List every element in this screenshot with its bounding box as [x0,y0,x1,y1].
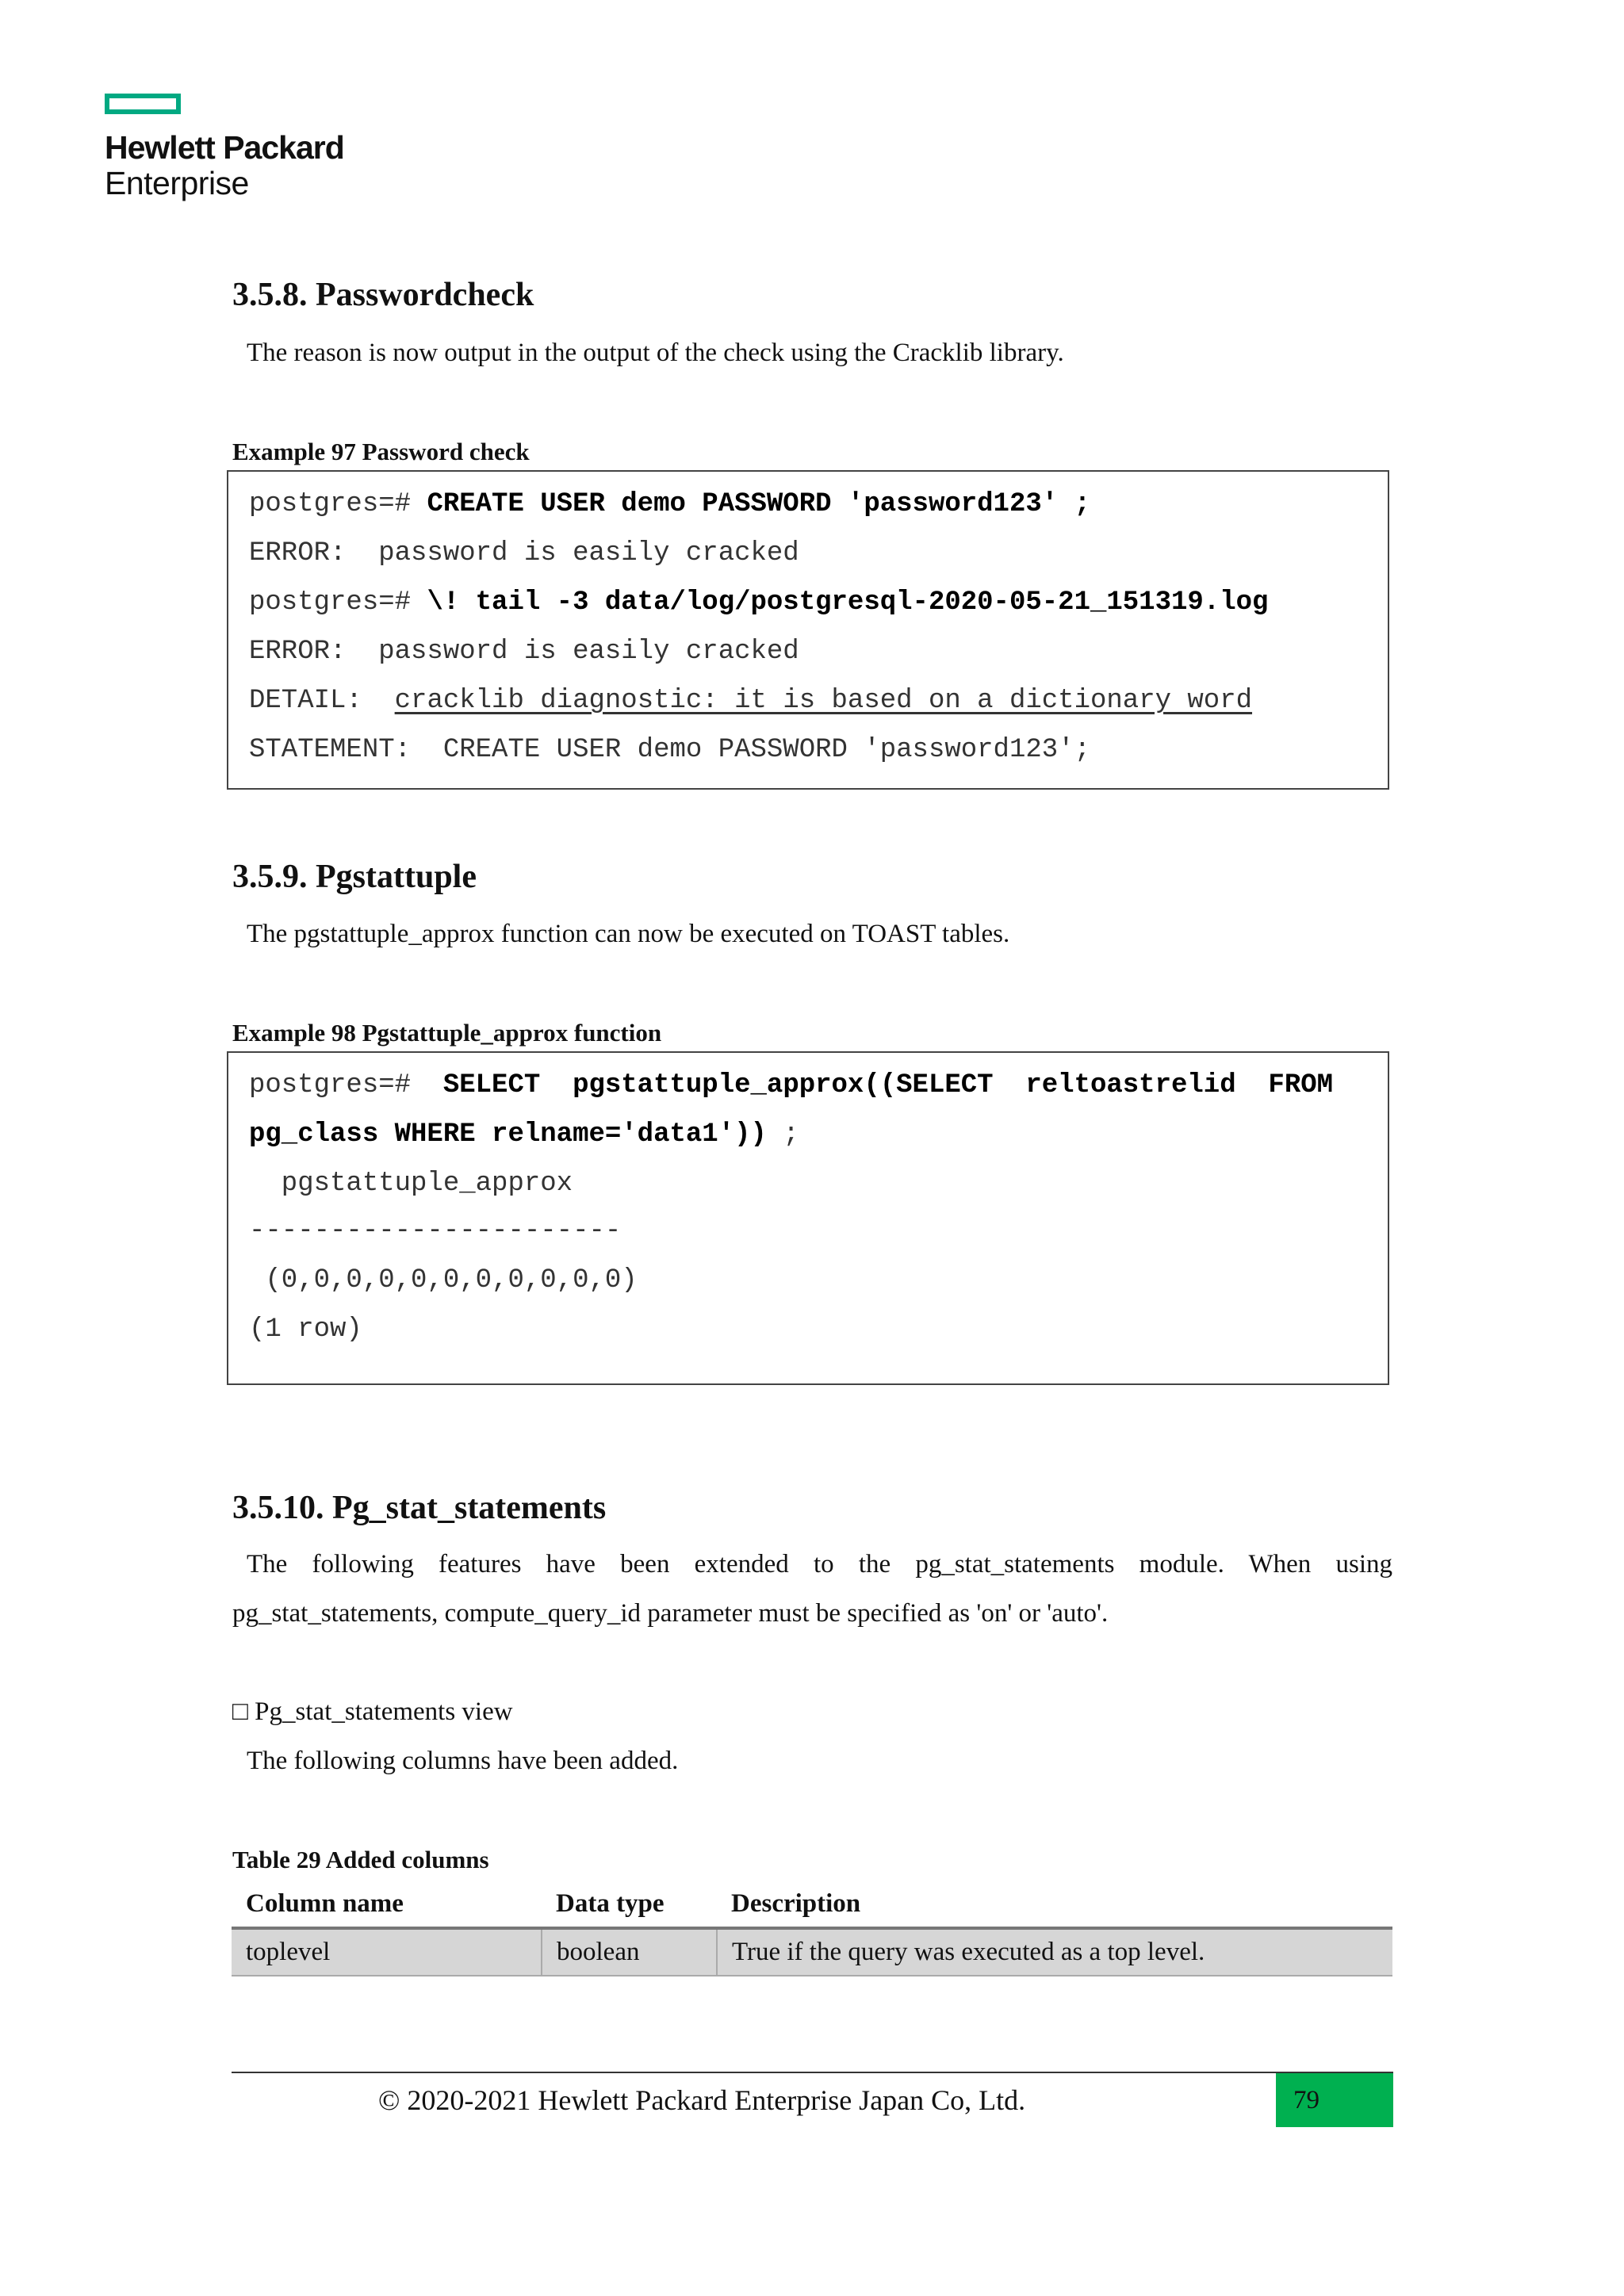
code-line: postgres=# SELECT pgstattuple_approx((SELECT reltoastrelid FROM [249,1070,1334,1100]
section-text-line-1: The following features have been extended to the pg_stat_statements module. When using [247,1550,1392,1578]
table-header-cell: Data type [542,1883,717,1928]
section-heading-passwordcheck: 3.5.8. Passwordcheck [232,277,534,313]
footer-divider [232,2072,1393,2073]
table-cell: toplevel [232,1928,542,1976]
code-line: ERROR: password is easily cracked [249,538,799,568]
logo-rectangle-icon [105,94,181,114]
table-row [232,1928,1392,1976]
code-block-pgstattuple [227,1051,1389,1385]
code-line: pg_class WHERE relname='data1')) ; [249,1119,799,1150]
footer-copyright: © 2020-2021 Hewlett Packard Enterprise Japan Co, Ltd. [378,2084,1026,2116]
table-header-cell: Column name [232,1883,542,1928]
code-line: (0,0,0,0,0,0,0,0,0,0,0) [249,1265,638,1295]
section-text-pgstattuple: The pgstattuple_approx function can now be executed on TOAST tables. [247,920,1010,948]
section-text-passwordcheck: The reason is now output in the output of the check using the Cracklib library. [247,339,1064,367]
example-caption-97: Example 97 Password check [232,438,530,465]
table-header-row [232,1883,1392,1928]
code-line: postgres=# CREATE USER demo PASSWORD 'password123' ; [249,489,1090,519]
section-heading-pg-stat-statements: 3.5.10. Pg_stat_statements [232,1490,607,1526]
table-cell: boolean [542,1928,717,1976]
example-caption-98: Example 98 Pgstattuple_approx function [232,1019,662,1047]
added-columns-table [232,1883,1392,1976]
code-line: (1 row) [249,1314,362,1345]
section-text-line-2: pg_stat_statements, compute_query_id parameter must be specified as 'on' or 'auto'. [232,1599,1109,1628]
logo-line-2: Enterprise [105,165,249,201]
table-caption-29: Table 29 Added columns [232,1846,489,1873]
table-cell: True if the query was executed as a top level. [717,1928,1392,1976]
code-block-password-check [227,470,1389,790]
hpe-logo [105,94,344,201]
code-line: ERROR: password is easily cracked [249,637,799,667]
code-line: ----------------------- [249,1216,622,1246]
logo-line-1: Hewlett Packard [105,129,344,166]
section-text-columns-added: The following columns have been added. [247,1747,679,1775]
code-line: DETAIL: cracklib diagnostic: it is based on a dictionary word [249,686,1253,716]
bullet-pg-stat-statements-view: □ Pg_stat_statements view [232,1697,513,1726]
code-line: pgstattuple_approx [249,1169,573,1199]
page-number: 79 [1276,2073,1393,2127]
code-line: STATEMENT: CREATE USER demo PASSWORD 'password123'; [249,735,1090,765]
table-header-cell: Description [717,1883,1392,1928]
code-line: postgres=# \! tail -3 data/log/postgresql-2020-05-21_151319.log [249,587,1269,618]
section-heading-pgstattuple: 3.5.9. Pgstattuple [232,859,477,895]
